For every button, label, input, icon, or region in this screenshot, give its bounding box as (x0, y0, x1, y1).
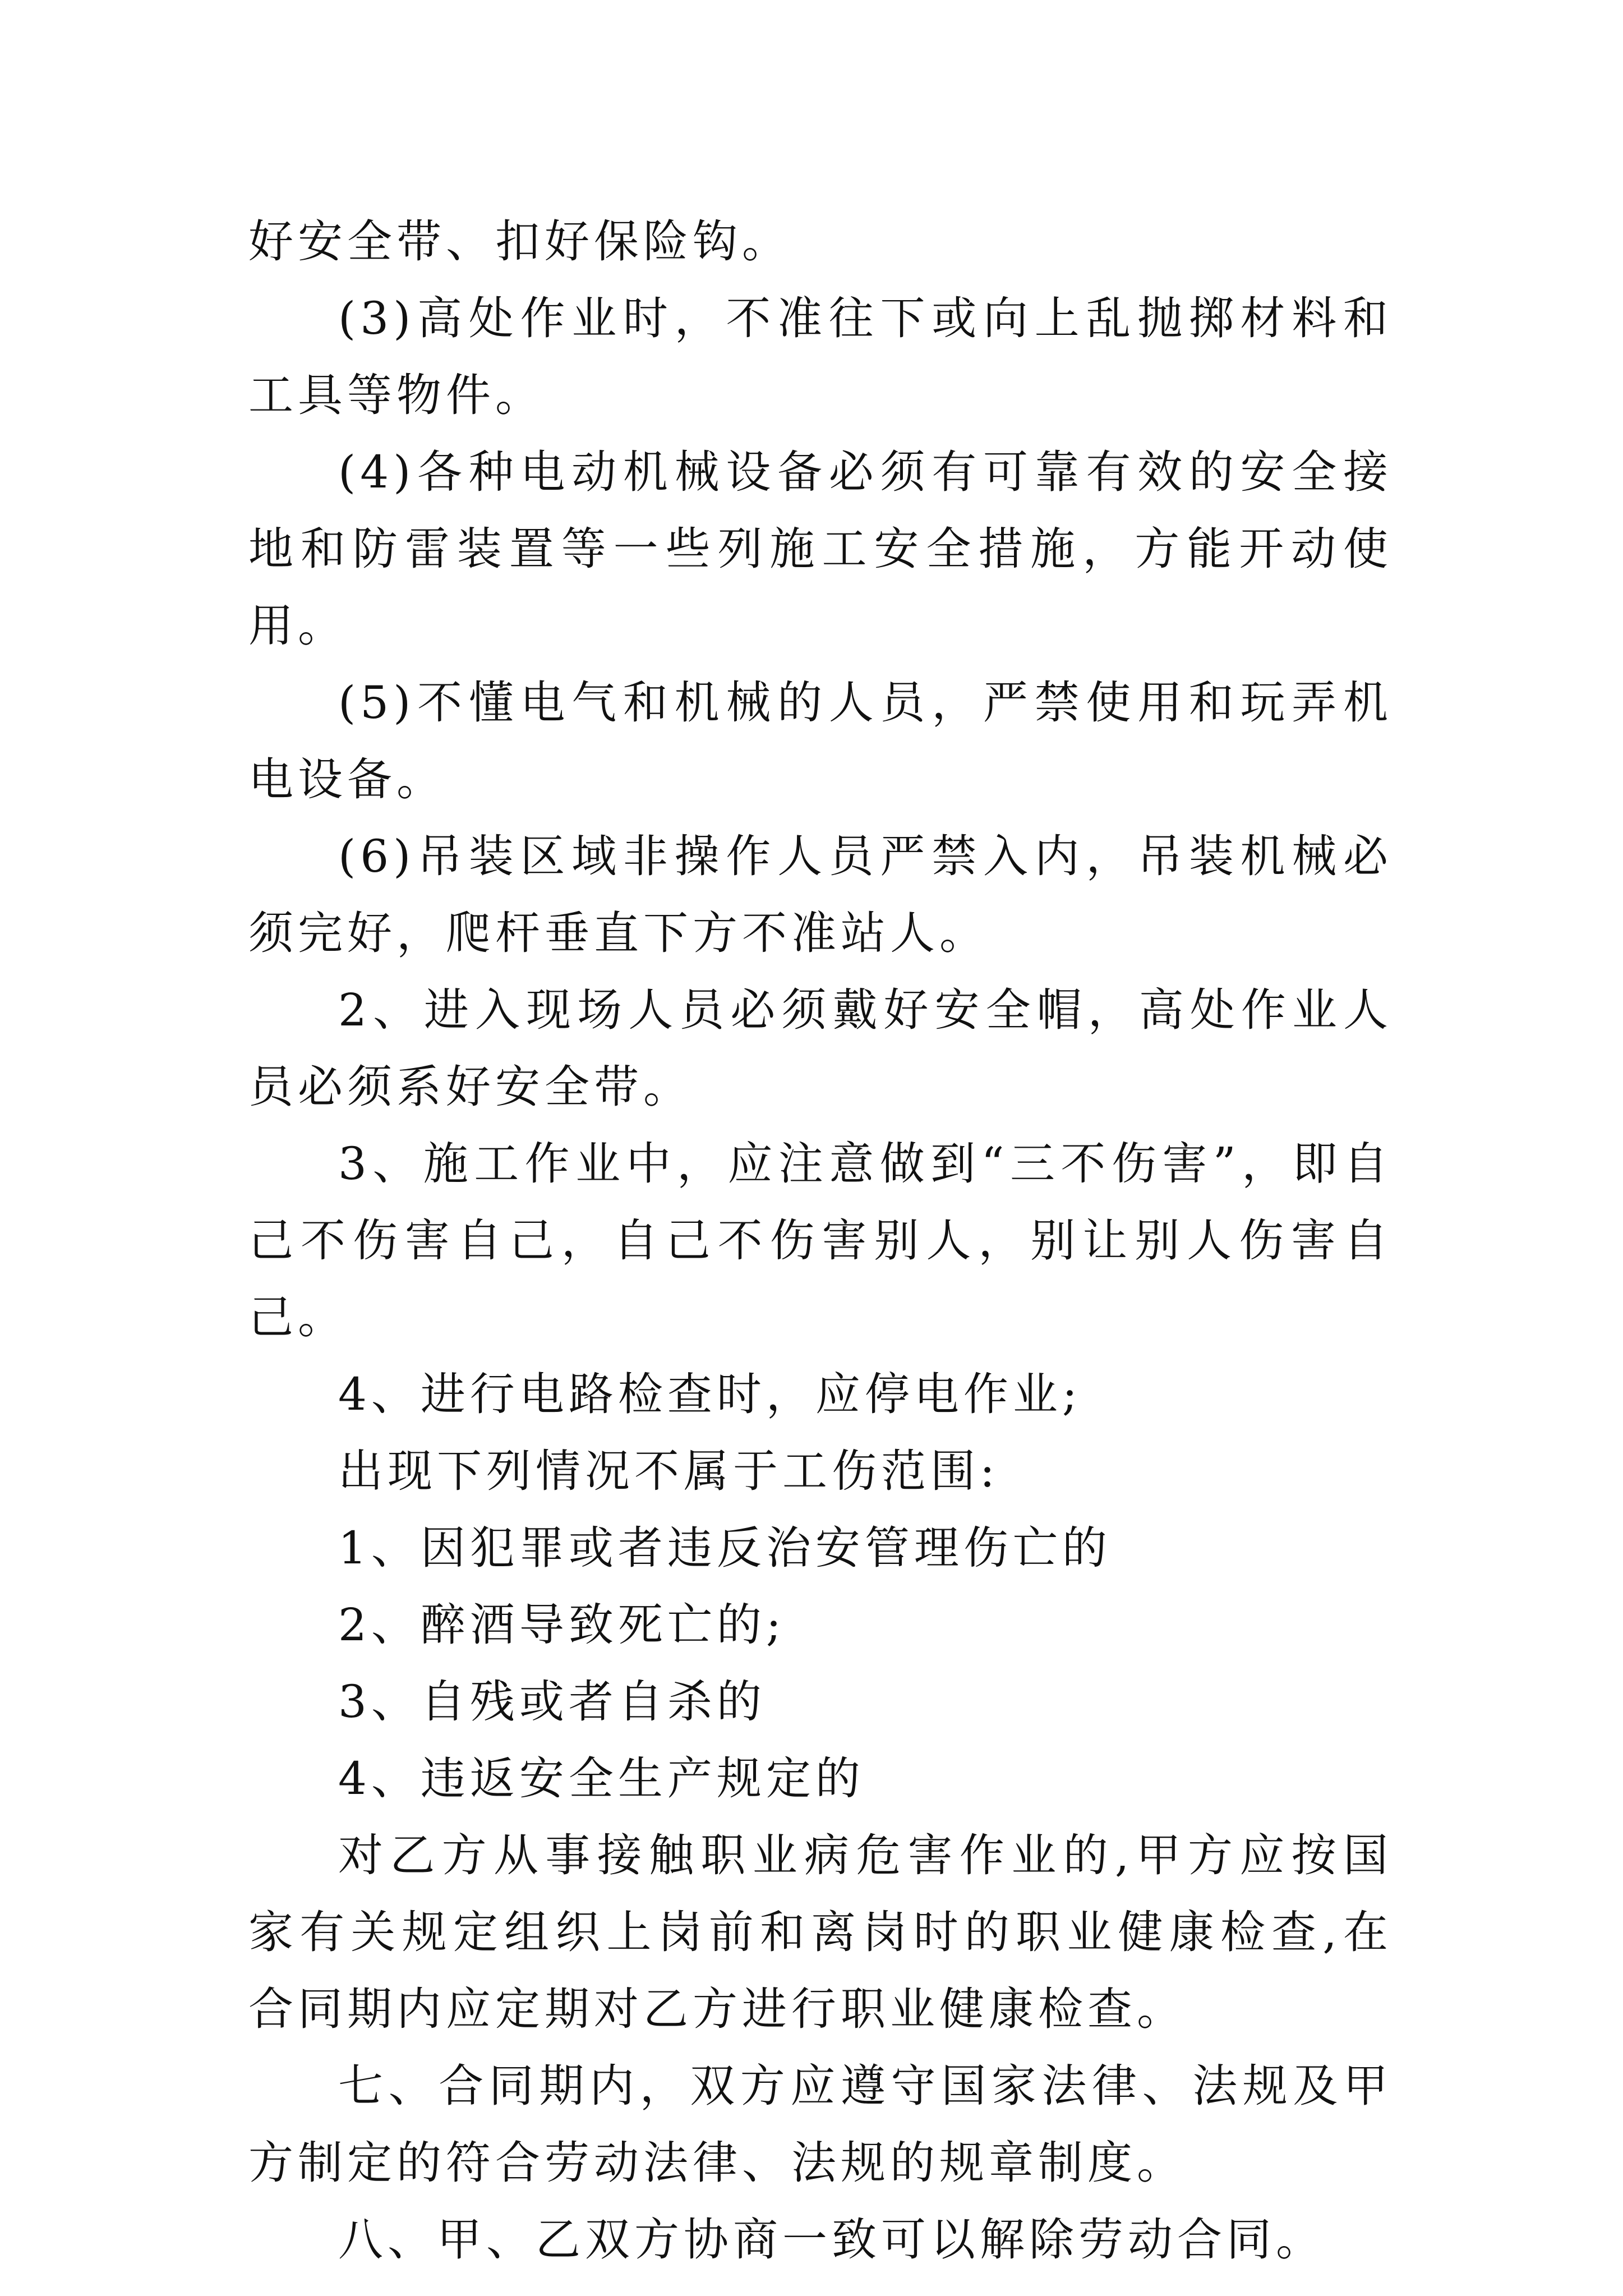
document-body (248, 203, 1393, 2278)
paragraph-section-8: 八、甲、乙双方协商一致可以解除劳动合同。 (338, 2214, 1325, 2266)
paragraph-rule-2: 2、进入现场人员必须戴好安全帽，高处作业人员必须系好安全带。 (248, 984, 1393, 1113)
paragraph-item-3: (3)高处作业时，不准往下或向上乱抛掷材料和工具等物件。 (248, 292, 1393, 421)
paragraph-rule-4: 4、进行电路检查时，应停电作业; (338, 1368, 1082, 1420)
paragraph-item-6: (6)吊装区域非操作人员严禁入内，吊装机械必须完好，爬杆垂直下方不准站人。 (248, 830, 1393, 959)
paragraph-section-7: 七、合同期内，双方应遵守国家法律、法规及甲方制定的符合劳动法律、法规的规章制度。 (248, 2060, 1393, 2189)
paragraph-item-4: (4)各种电动机械设备必须有可靠有效的安全接地和防雷装置等一些列施工安全措施，方能开动使用。 (248, 446, 1393, 652)
paragraph-exclusion-2: 2、醉酒导致死亡的; (338, 1599, 786, 1651)
paragraph-health-checks: 对乙方从事接触职业病危害作业的,甲方应按国家有关规定组织上岗前和离岗时的职业健康检查,在合同期内应定期对乙方进行职业健康检查。 (248, 1829, 1393, 2035)
paragraph-exclusion-4: 4、违返安全生产规定的 (338, 1752, 865, 1805)
paragraph-injury-exclusions-heading: 出现下列情况不属于工伤范围: (338, 1445, 999, 1497)
paragraph-item-5: (5)不懂电气和机械的人员，严禁使用和玩弄机电设备。 (248, 677, 1393, 806)
paragraph-exclusion-3: 3、自残或者自杀的 (338, 1676, 766, 1728)
paragraph-safety-belt: 好安全带、扣好保险钩。 (248, 215, 791, 268)
paragraph-exclusion-1: 1、因犯罪或者违反治安管理伤亡的 (338, 1522, 1112, 1574)
paragraph-rule-3: 3、施工作业中，应注意做到“三不伤害”，即自己不伤害自己，自己不伤害别人，别让别人伤害自己。 (248, 1138, 1393, 1343)
